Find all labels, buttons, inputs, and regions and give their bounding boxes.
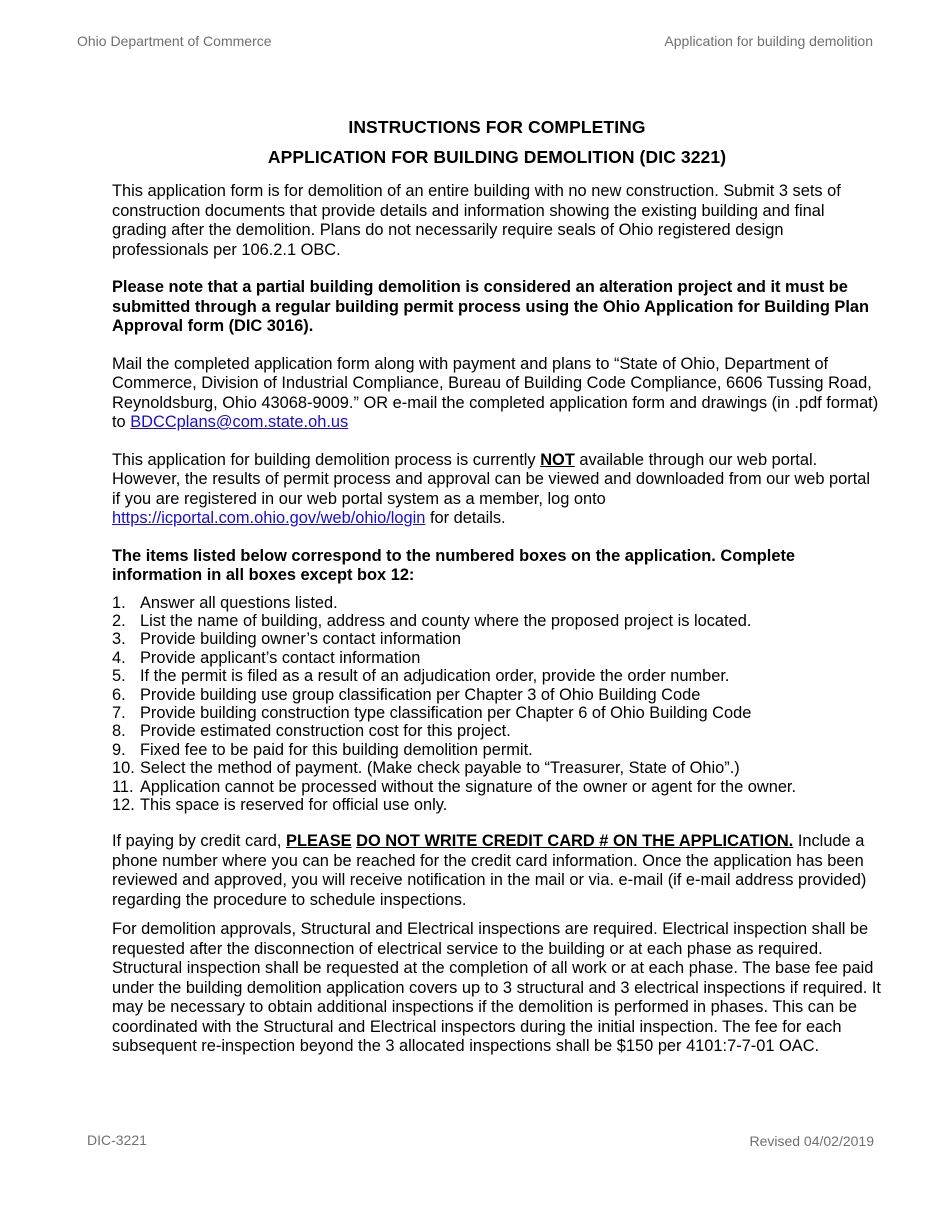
list-item: 11. Application cannot be processed without the signature of the owner or agent for the owner. (112, 777, 797, 796)
footer-form-number: DIC-3221 (87, 1132, 147, 1148)
list-item: 5. If the permit is filed as a result of an adjudication order, provide the order number. (112, 667, 730, 686)
footer-revision-date: Revised 04/02/2019 (749, 1133, 874, 1149)
list-item: 12. This space is reserved for official use only. (112, 795, 448, 814)
list-item: 8. Provide estimated construction cost for this project. (112, 722, 511, 741)
mail-text: Mail the completed application form along with payment and plans to “State of Ohio, Department of Commerce, Division of Industrial Compliance, Bureau of Building Code Compliance, 6606 Tussing Road, Reynoldsburg, Ohio 43068-9009.” OR e-mail the completed application form and drawings (in .pdf format) to (112, 354, 879, 431)
inspections-paragraph: For demolition approvals, Structural and Electrical inspections are required. Electrical inspection shall be requested after the disconnection of electrical service to the building or at each phase as required. Structural inspection shall be requested at the completion of all work or at each phase. The base fee paid under the building demolition application covers up to 3 structural and 3 electrical inspections if required. It may be necessary to obtain additional inspections if the demolition is performed in phases. This can be coordinated with the Structural and Electrical inspectors during the initial inspection. The fee for each subsequent re-inspection beyond the 3 allocated inspections shall be $150 per 4101:7-7-01 OAC. (112, 920, 881, 1056)
credit-card-warning: DO NOT WRITE CREDIT CARD # ON THE APPLICATION. (356, 832, 794, 851)
list-item: 2. List the name of building, address and county where the proposed project is located. (112, 611, 752, 630)
email-link[interactable]: BDCCplans@com.state.oh.us (130, 413, 349, 431)
portal-text-before: This application for building demolition process is currently (112, 450, 541, 469)
instruction-list (112, 594, 882, 815)
list-item: 4. Provide applicant’s contact information (112, 648, 421, 667)
list-item: 1. Answer all questions listed. (112, 593, 338, 612)
list-item: 7. Provide building construction type classification per Chapter 6 of Ohio Building Code (112, 703, 752, 722)
intro-paragraph: This application form is for demolition of an entire building with no new construction. Submit 3 sets of construction documents that provide details and information showing the existing building and final grading after the demolition. Plans do not necessarily require seals of Ohio registered design professionals per 106.2.1 OBC. (112, 182, 841, 259)
portal-paragraph (112, 451, 882, 529)
header-agency: Ohio Department of Commerce (77, 33, 272, 49)
please-emphasis: PLEASE (286, 832, 352, 851)
portal-text-after: available through our web portal. However, the results of permit process and approval can be viewed and downloaded from our web portal if you are registered in our web portal system as a member, log onto (112, 450, 871, 508)
portal-text-end: for details. (425, 509, 506, 527)
title-line-1: INSTRUCTIONS FOR COMPLETING (348, 117, 646, 137)
title-line-2: APPLICATION FOR BUILDING DEMOLITION (DIC 3221) (267, 147, 727, 167)
portal-login-link[interactable]: https://icportal.com.ohio.gov/web/ohio/login (112, 509, 426, 527)
credit-card-prefix: If paying by credit card, (112, 832, 287, 851)
items-heading: The items listed below correspond to the numbered boxes on the application. Complete information in all boxes except box 12: (112, 546, 796, 584)
mail-paragraph (112, 355, 882, 433)
document-body (112, 112, 882, 1057)
list-item: 6. Provide building use group classification per Chapter 3 of Ohio Building Code (112, 685, 701, 704)
list-item: 10. Select the method of payment. (Make check payable to “Treasurer, State of Ohio”.) (112, 759, 740, 778)
credit-card-rest: Include a phone number where you can be reached for the credit card information. Once the application has been reviewed and approved, you will receive notification in the mail or via. e-mail (if e-mail address provided) regarding the procedure to schedule inspections. (112, 832, 867, 909)
header-document-title: Application for building demolition (664, 33, 873, 49)
list-item: 3. Provide building owner’s contact information (112, 630, 462, 649)
credit-card-paragraph (112, 832, 882, 910)
not-emphasis: NOT (540, 450, 575, 469)
list-item: 9. Fixed fee to be paid for this building demolition permit. (112, 740, 533, 759)
partial-demolition-note: Please note that a partial building demolition is considered an alteration project and it must be submitted through a regular building permit process using the Ohio Application for Building Plan Approval form (DIC 3016). (112, 278, 870, 335)
